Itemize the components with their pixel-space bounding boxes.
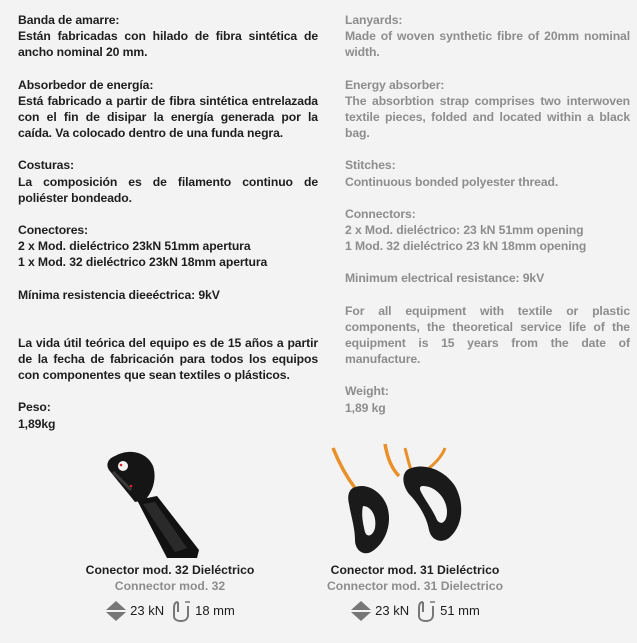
section-absorber-en xyxy=(345,77,630,142)
strength-spec xyxy=(350,601,409,621)
section-weight-en xyxy=(345,383,630,415)
heading-weight-en: Weight: xyxy=(345,384,389,399)
heading-absorber-es: Absorbedor de energía: xyxy=(18,77,154,92)
section-resistance-en xyxy=(345,270,630,286)
opening-spec xyxy=(417,600,480,622)
heading-lanyards-en: Lanyards: xyxy=(345,13,403,27)
text-stitches-es: La composición es de filamento continuo de poliéster bondeado. xyxy=(18,174,318,205)
heading-absorber-en: Energy absorber: xyxy=(345,77,445,92)
section-connectors-en xyxy=(345,206,630,255)
text-absorber-es: Está fabricado a partir de fibra sintética entrelazada con el fin de disipar la energía generada por la caída. Va colocado dentro de una funda negra. xyxy=(18,93,318,141)
heading-stitches-es: Costuras: xyxy=(18,158,74,173)
section-stitches-es xyxy=(18,157,318,206)
english-column xyxy=(345,12,630,432)
heading-connectors-es: Conectores: xyxy=(18,223,89,238)
text-absorber-en: The absorbtion strap comprises two interwoven textile pieces, folded and located within a black bag. xyxy=(345,93,630,141)
section-service-life-es xyxy=(18,335,318,384)
connector-31-image xyxy=(325,440,475,560)
product-connector-31 xyxy=(320,563,510,622)
product-title-en: Connector mod. 32 xyxy=(114,578,226,593)
strength-value: 23 kN xyxy=(130,603,165,619)
connector-line-1-en: 2 x Mod. dieléctrico: 23 kN 51mm opening xyxy=(345,223,584,238)
strength-arrows-icon xyxy=(350,601,372,621)
product-connector-32 xyxy=(70,563,270,622)
connector-line-2-es: 1 x Mod. 32 dieléctrico 23kN 18mm apertura xyxy=(18,255,268,270)
opening-value: 51 mm xyxy=(440,603,480,619)
section-stitches-en xyxy=(345,157,630,189)
text-service-life-en: For all equipment with textile or plastic components, the theoretical service life of the equipment is 15 years from the date of manufacture. xyxy=(345,303,630,367)
text-weight-es: 1,89kg xyxy=(18,416,56,431)
section-weight-es xyxy=(18,399,318,431)
section-resistance-es xyxy=(18,287,318,303)
heading-lanyards-es: Banda de amarre: xyxy=(18,13,120,27)
text-resistance-en: Minimum electrical resistance: 9kV xyxy=(345,271,545,286)
text-lanyards-es: Están fabricadas con hilado de fibra sintética de ancho nominal 20 mm. xyxy=(18,29,318,60)
section-absorber-es xyxy=(18,77,318,142)
product-title-en: Connector mod. 31 Dielectrico xyxy=(326,578,504,593)
product-specs xyxy=(320,600,510,622)
product-specs xyxy=(70,600,270,622)
spanish-column xyxy=(18,12,318,448)
text-lanyards-en: Made of woven synthetic fibre of 20mm nominal width. xyxy=(345,29,630,60)
text-stitches-en: Continuous bonded polyester thread. xyxy=(345,174,559,189)
carabiner-opening-icon xyxy=(172,600,192,622)
text-weight-en: 1,89 kg xyxy=(345,400,386,415)
section-lanyards-es xyxy=(18,12,318,61)
text-resistance-es: Mínima resistencia dieeéctrica: 9kV xyxy=(18,287,220,302)
opening-spec xyxy=(172,600,235,622)
connector-line-1-es: 2 x Mod. dieléctrico 23kN 51mm apertura xyxy=(18,239,251,254)
text-service-life-es: La vida útil teórica del equipo es de 15 años a partir de la fecha de fabricación para todos los equipos con componentes que sean textiles o plásticos. xyxy=(18,335,318,383)
strength-spec xyxy=(105,601,164,621)
section-connectors-es xyxy=(18,222,318,271)
product-title-es: Conector mod. 31 Dieléctrico xyxy=(330,563,500,577)
heading-weight-es: Peso: xyxy=(18,400,51,415)
connector-line-2-en: 1 Mod. 32 dieléctrico 23 kN 18mm opening xyxy=(345,239,587,254)
heading-connectors-en: Connectors: xyxy=(345,206,416,221)
section-service-life-en xyxy=(345,303,630,368)
carabiner-opening-icon xyxy=(417,600,437,622)
strength-value: 23 kN xyxy=(375,603,410,619)
strength-arrows-icon xyxy=(105,601,127,621)
connector-32-image xyxy=(95,448,205,558)
section-lanyards-en xyxy=(345,12,630,61)
heading-stitches-en: Stitches: xyxy=(345,158,396,173)
opening-value: 18 mm xyxy=(195,603,235,619)
product-title-es: Conector mod. 32 Dieléctrico xyxy=(85,563,255,577)
